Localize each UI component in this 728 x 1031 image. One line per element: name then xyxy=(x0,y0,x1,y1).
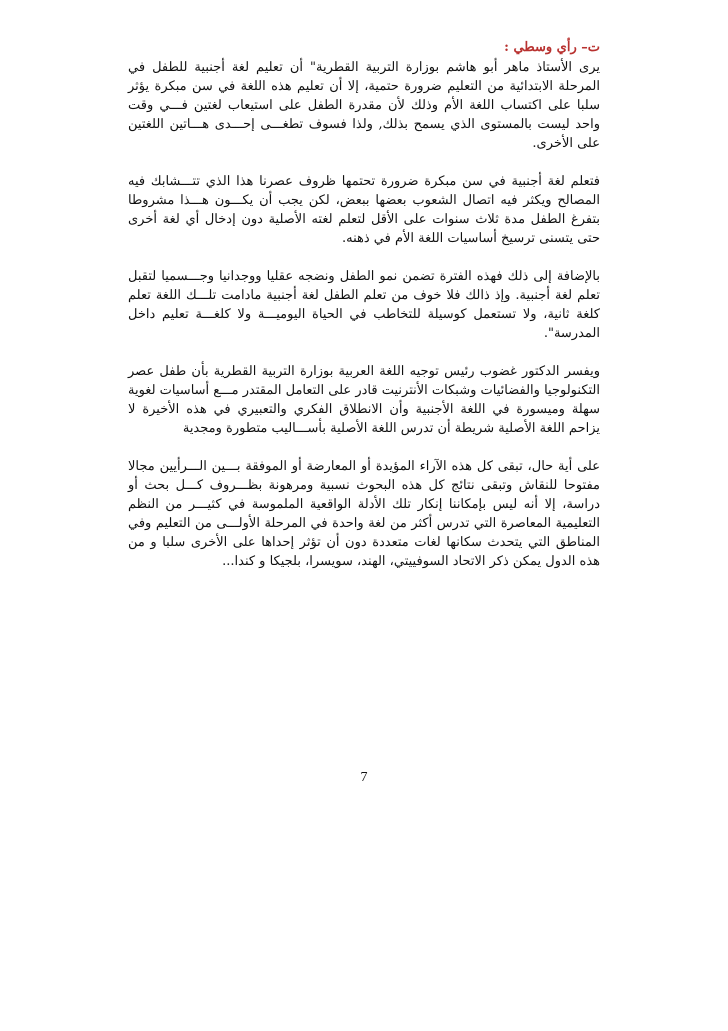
paragraph-4: ويفسر الدكتور غضوب رئيس توجيه اللغة العربية بوزارة التربية القطرية بأن طفل عصر التكنولوجيا والفضائيات وشبكات الأنترنيت قادر على التعامل المقتدر مـــع أساسيات لغوية سهلة وميسورة في اللغة الأجنبية وأن الانطلاق الفكري والتعبيري في هذه الأخيرة لا يزاحم اللغة الأصلية شريطة أن تدرس اللغة الأصلية بأســـاليب متطورة ومجدية xyxy=(128,364,600,436)
document-body xyxy=(128,38,600,571)
section-heading: ت– رأي وسطي : xyxy=(504,40,600,55)
paragraph-3: بالإضافة إلى ذلك فهذه الفترة تضمن نمو الطفل ونضجه عقليا ووجدانيا وجـــسميا لتقبل تعلم لغة أجنبية. وإذ ذالك فلا خوف من تعلم الطفل لغة أجنبية مادامت تلـــك اللغة تعلم كلغة ثانية، ولا تستعمل كوسيلة للتخاطب في الحياة اليوميـــة ولا كلغـــة تعليم داخل المدرسة". xyxy=(128,269,600,341)
paragraph-2: فتعلم لغة أجنبية في سن مبكرة ضرورة تحتمها ظروف عصرنا هذا الذي تتـــشابك فيه المصالح ويكثر فيه اتصال الشعوب بعضها ببعض، لكن يجب أن يكـــون هـــذا مشروطا بتفرغ الطفل مدة ثلاث سنوات على الأقل لتعلم لغته الأصلية دون إدخال أي لغة أخرى حتى يتسنى ترسيخ أساسيات اللغة الأم في ذهنه. xyxy=(128,174,600,246)
paragraph-1: يرى الأستاذ ماهر أبو هاشم بوزارة التربية القطرية" أن تعليم لغة أجنبية للطفل في المرحلة الابتدائية من التعليم ضرورة حتمية، إلا أن تعليم هذه اللغة في سن مبكرة يؤثر سلبا على اكتساب اللغة الأم وذلك لأن مقدرة الطفل على استيعاب لغتين فـــي وقت واحد ليست بالمستوى الذي يسمح بذلك, ولذا فسوف تطغـــى إحـــدى هـــاتين اللغتين على الأخرى. xyxy=(128,60,600,151)
paragraph-5: على أية حال، تبقى كل هذه الآراء المؤيدة أو المعارضة أو الموفقة بـــين الـــرأيين مجالا مفتوحا للنقاش وتبقى نتائج كل هذه البحوث نسبية ومرهونة بظـــروف كـــل بحث أو دراسة، إلا أنه ليس بإمكاننا إنكار تلك الأدلة الواقعية الملموسة في كثيـــر من النظم التعليمية المعاصرة التي تدرس أكثر من لغة واحدة في المرحلة الأولـــى من التعليم وفي المناطق التي يتحدث سكانها لغات متعددة دون أن تؤثر إحداها على الأخرى سلبا و من هذه الدول يمكن ذكر الاتحاد السوفييتي، الهند، سويسرا، بلجيكا و كندا... xyxy=(128,459,600,569)
page-number: 7 xyxy=(360,770,368,785)
